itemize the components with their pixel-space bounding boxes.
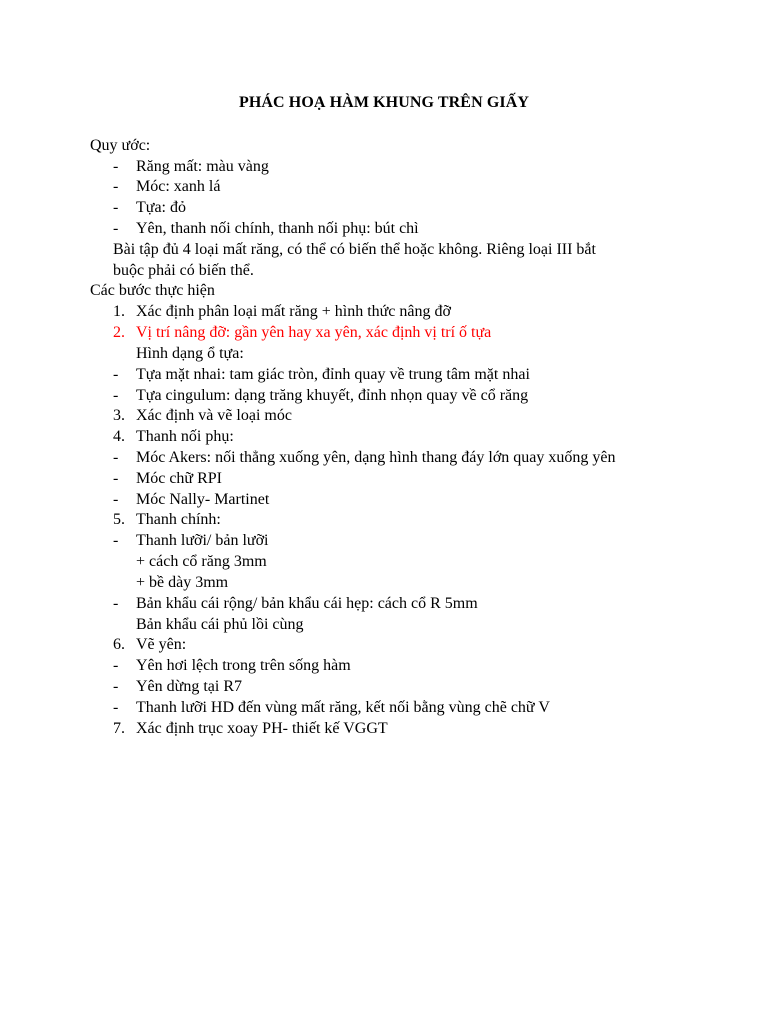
conventions-heading: Quy ước: [90, 137, 151, 154]
bullet-dash: - [113, 532, 119, 549]
bullet-dash: - [113, 178, 119, 195]
rest-shape-item: Tựa cingulum: dạng trăng khuyết, đỉnh nhọn quay về cổ răng [136, 387, 529, 404]
palatal-plate: Bản khẩu cái rộng/ bản khẩu cái hẹp: cách cổ R 5mm [136, 595, 478, 612]
step-number: 1. [113, 303, 125, 320]
bullet-dash: - [113, 657, 119, 674]
exercise-note-line1: Bài tập đủ 4 loại mất răng, có thể có biến thể hoặc không. Riêng loại III bắt [113, 241, 596, 258]
convention-item: Tựa: đỏ [136, 199, 186, 216]
bullet-dash: - [113, 158, 119, 175]
minor-connector-item: Móc Nally- Martinet [136, 491, 270, 508]
rest-shape-item: Tựa mặt nhai: tam giác tròn, đỉnh quay về trung tâm mặt nhai [136, 366, 530, 383]
step-number: 4. [113, 428, 125, 445]
major-connector-bar: Thanh lưỡi/ bản lưỡi [136, 532, 269, 549]
rest-shape-heading: Hình dạng ổ tựa: [136, 345, 244, 362]
convention-item: Răng mất: màu vàng [136, 158, 269, 175]
saddle-item: Thanh lưỡi HD đến vùng mất răng, kết nối bằng vùng chẽ chữ V [136, 699, 550, 716]
step-5: Thanh chính: [136, 511, 221, 528]
bullet-dash: - [113, 220, 119, 237]
bullet-dash: - [113, 699, 119, 716]
step-number: 7. [113, 720, 125, 737]
step-number: 5. [113, 511, 125, 528]
bar-detail: + cách cổ răng 3mm [136, 553, 267, 570]
saddle-item: Yên hơi lệch trong trên sống hàm [136, 657, 351, 674]
bar-detail: + bề dày 3mm [136, 574, 229, 591]
bullet-dash: - [113, 387, 119, 404]
step-1: Xác định phân loại mất răng + hình thức nâng đỡ [136, 303, 451, 320]
step-3: Xác định và vẽ loại móc [136, 407, 292, 424]
saddle-item: Yên dừng tại R7 [136, 678, 242, 695]
bullet-dash: - [113, 366, 119, 383]
convention-item: Yên, thanh nối chính, thanh nối phụ: bút chì [136, 220, 419, 237]
step-number: 3. [113, 407, 125, 424]
step-4: Thanh nối phụ: [136, 428, 234, 445]
convention-item: Móc: xanh lá [136, 178, 221, 195]
step-7: Xác định trục xoay PH- thiết kế VGGT [136, 720, 388, 737]
bullet-dash: - [113, 491, 119, 508]
document-title: PHÁC HOẠ HÀM KHUNG TRÊN GIẤY [238, 94, 530, 111]
bullet-dash: - [113, 449, 119, 466]
steps-heading: Các bước thực hiện [90, 282, 215, 299]
minor-connector-item: Móc chữ RPI [136, 470, 222, 487]
palatal-plate-2: Bản khẩu cái phủ lồi cùng [136, 616, 304, 633]
step-2: Vị trí nâng đỡ: gần yên hay xa yên, xác định vị trí ố tựa [136, 324, 492, 341]
bullet-dash: - [113, 470, 119, 487]
step-6: Vẽ yên: [136, 636, 187, 653]
bullet-dash: - [113, 678, 119, 695]
minor-connector-item: Móc Akers: nối thẳng xuống yên, dạng hình thang đáy lớn quay xuống yên [136, 449, 616, 466]
bullet-dash: - [113, 595, 119, 612]
step-number: 2. [113, 324, 125, 341]
bullet-dash: - [113, 199, 119, 216]
exercise-note-line2: buộc phải có biến thể. [113, 262, 254, 279]
step-number: 6. [113, 636, 125, 653]
